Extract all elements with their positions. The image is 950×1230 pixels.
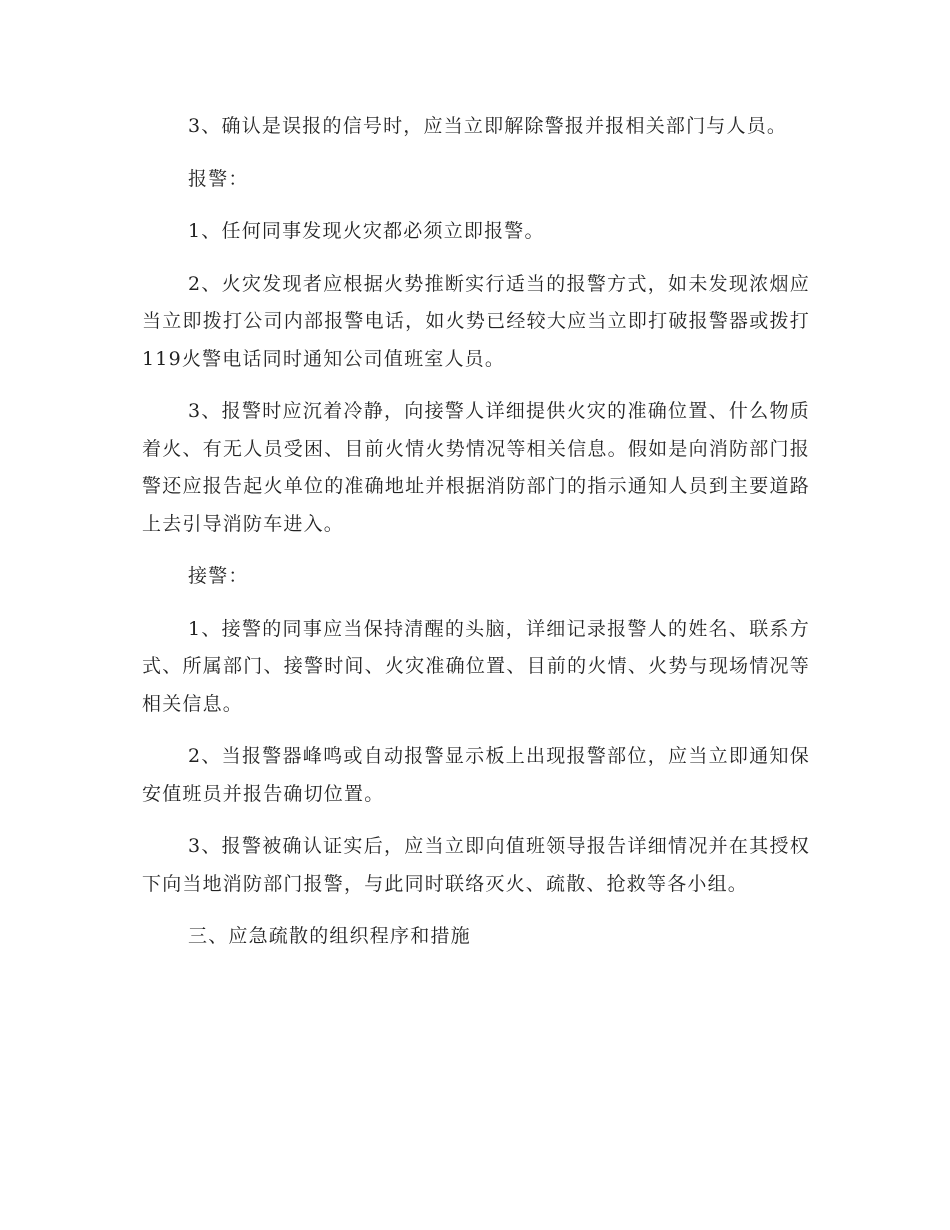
paragraph-false-alarm: 3、确认是误报的信号时，应当立即解除警报并报相关部门与人员。 — [188, 115, 788, 137]
paragraph-receive-1: 1、接警的同事应当保持清醒的头脑，详细记录报警人的姓名、联系方式、所属部门、接警时间、火灾准确位置、目前的火情、火势与现场情况等相关信息。 — [142, 617, 810, 715]
paragraph-receive-3: 3、报警被确认证实后，应当立即向值班领导报告详细情况并在其授权下向当地消防部门报警，与此同时联络灭火、疏散、抢救等各小组。 — [142, 835, 810, 895]
document-body — [142, 108, 810, 971]
section-heading-alarm: 报警： — [188, 167, 249, 190]
section-heading-receive: 接警： — [188, 565, 249, 587]
section-heading-evacuation: 三、应急疏散的组织程序和措施 — [188, 925, 471, 947]
paragraph-alarm-3: 3、报警时应沉着冷静，向接警人详细提供火灾的准确位置、什么物质着火、有无人员受困、目前火情火势情况等相关信息。假如是向消防部门报警还应报告起火单位的准确地址并根据消防部门的指示通知人员到主要道路上去引导消防车进入。 — [142, 400, 810, 535]
paragraph-alarm-1: 1、任何同事发现火灾都必须立即报警。 — [188, 220, 545, 242]
paragraph-alarm-2: 2、火灾发现者应根据火势推断实行适当的报警方式，如未发现浓烟应当立即拨打公司内部报警电话，如火势已经较大应当立即打破报警器或拨打119火警电话同时通知公司值班室人员。 — [142, 272, 810, 370]
paragraph-receive-2: 2、当报警器峰鸣或自动报警显示板上出现报警部位，应当立即通知保安值班员并报告确切位置。 — [142, 745, 810, 805]
